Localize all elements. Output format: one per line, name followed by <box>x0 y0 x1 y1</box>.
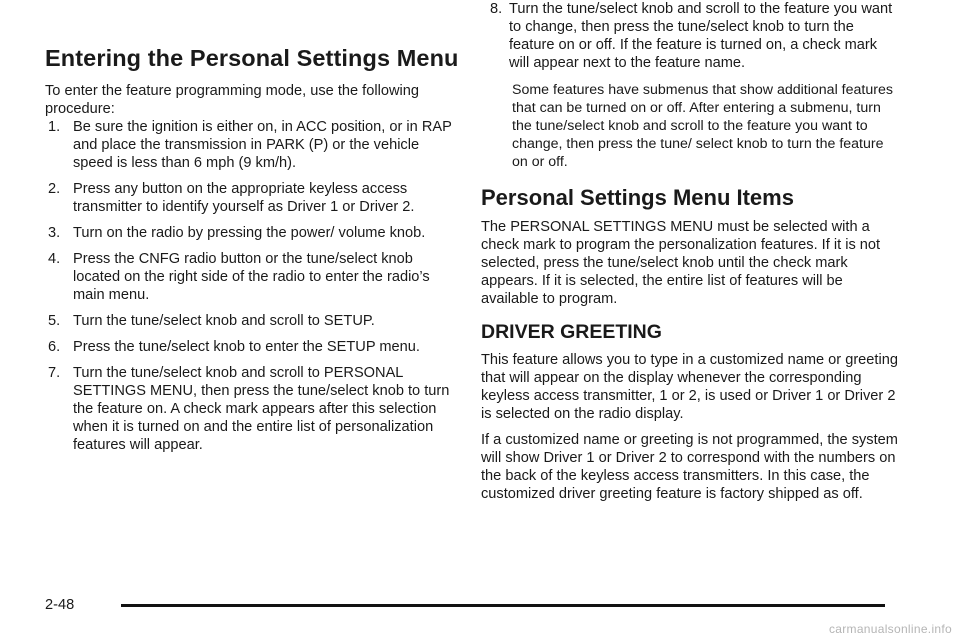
right-column <box>481 0 901 503</box>
step-number: 3. <box>48 225 61 241</box>
step-text: Turn the tune/select knob and scroll to SETUP. <box>73 313 375 329</box>
section-heading-menu-items: Personal Settings Menu Items <box>481 185 794 210</box>
step-number: 2. <box>48 181 61 197</box>
step-number: 1. <box>48 119 61 135</box>
step-text: Turn on the radio by pressing the power/ volume knob. <box>73 225 426 241</box>
step-text: Be sure the ignition is either on, in ACC position, or in RAP and place the transmission in PARK (P) or the vehicle speed is less than 6 mph (9 km/h). <box>73 119 452 171</box>
step-text: Press the tune/select knob to enter the SETUP menu. <box>73 339 420 355</box>
page-number: 2-48 <box>45 597 75 613</box>
step-item <box>45 338 455 356</box>
step-text: Press the CNFG radio button or the tune/select knob located on the right side of the radio to enter the radio’s main menu. <box>73 251 430 303</box>
intro-paragraph: To enter the feature programming mode, use the following procedure: <box>45 83 419 117</box>
step-text: Turn the tune/select knob and scroll to the feature you want to change, then press the tune/select knob to turn the feature on or off. If the feature is turned on, a check mark will appear next to the feature name. <box>509 1 893 71</box>
step-number: 5. <box>48 313 61 329</box>
step-item <box>481 0 901 72</box>
watermark: carmanualsonline.info <box>828 622 952 636</box>
greeting-paragraph: This feature allows you to type in a customized name or greeting that will appear on the display whenever the corresponding keyless access transmitter, 1 or 2, is used or Driver 1 or Driver 2 is selected on the radio display. <box>481 352 898 422</box>
subsection-heading-driver-greeting: DRIVER GREETING <box>481 321 662 343</box>
procedure-steps-continued <box>481 0 901 72</box>
section-heading: Entering the Personal Settings Menu <box>45 45 459 71</box>
footer-rule <box>121 604 885 607</box>
submenu-note: Some features have submenus that show additional features that can be turned on or off. After entering a submenu, turn the tune/select knob and scroll to the feature you want to change, then press the tune/ select knob to turn the feature on or off. <box>512 82 893 170</box>
procedure-steps <box>45 118 455 454</box>
step-item <box>45 250 455 304</box>
menu-items-paragraph: The PERSONAL SETTINGS MENU must be selected with a check mark to program the personalization features. If it is not selected, press the tune/select knob until the check mark appears. If it is selected, the entire list of features will be available to program. <box>481 219 881 307</box>
step-text: Press any button on the appropriate keyless access transmitter to identify yourself as Driver 1 or Driver 2. <box>73 181 415 215</box>
step-number: 8. <box>490 1 503 17</box>
step-number: 6. <box>48 339 61 355</box>
greeting-paragraph: If a customized name or greeting is not programmed, the system will show Driver 1 or Driver 2 to correspond with the numbers on the back of the keyless access transmitters. In this case, the customized driver greeting feature is factory shipped as off. <box>481 432 898 502</box>
step-item <box>45 224 455 242</box>
step-item <box>45 118 455 172</box>
step-text: Turn the tune/select knob and scroll to PERSONAL SETTINGS MENU, then press the tune/select knob to turn the feature on. A check mark appears after this selection when it is turned on and the entire list of personalization features will appear. <box>73 365 450 453</box>
step-item <box>45 180 455 216</box>
step-item <box>45 364 455 454</box>
left-column <box>45 0 459 462</box>
step-number: 7. <box>48 365 61 381</box>
step-number: 4. <box>48 251 61 267</box>
step-item <box>45 312 455 330</box>
